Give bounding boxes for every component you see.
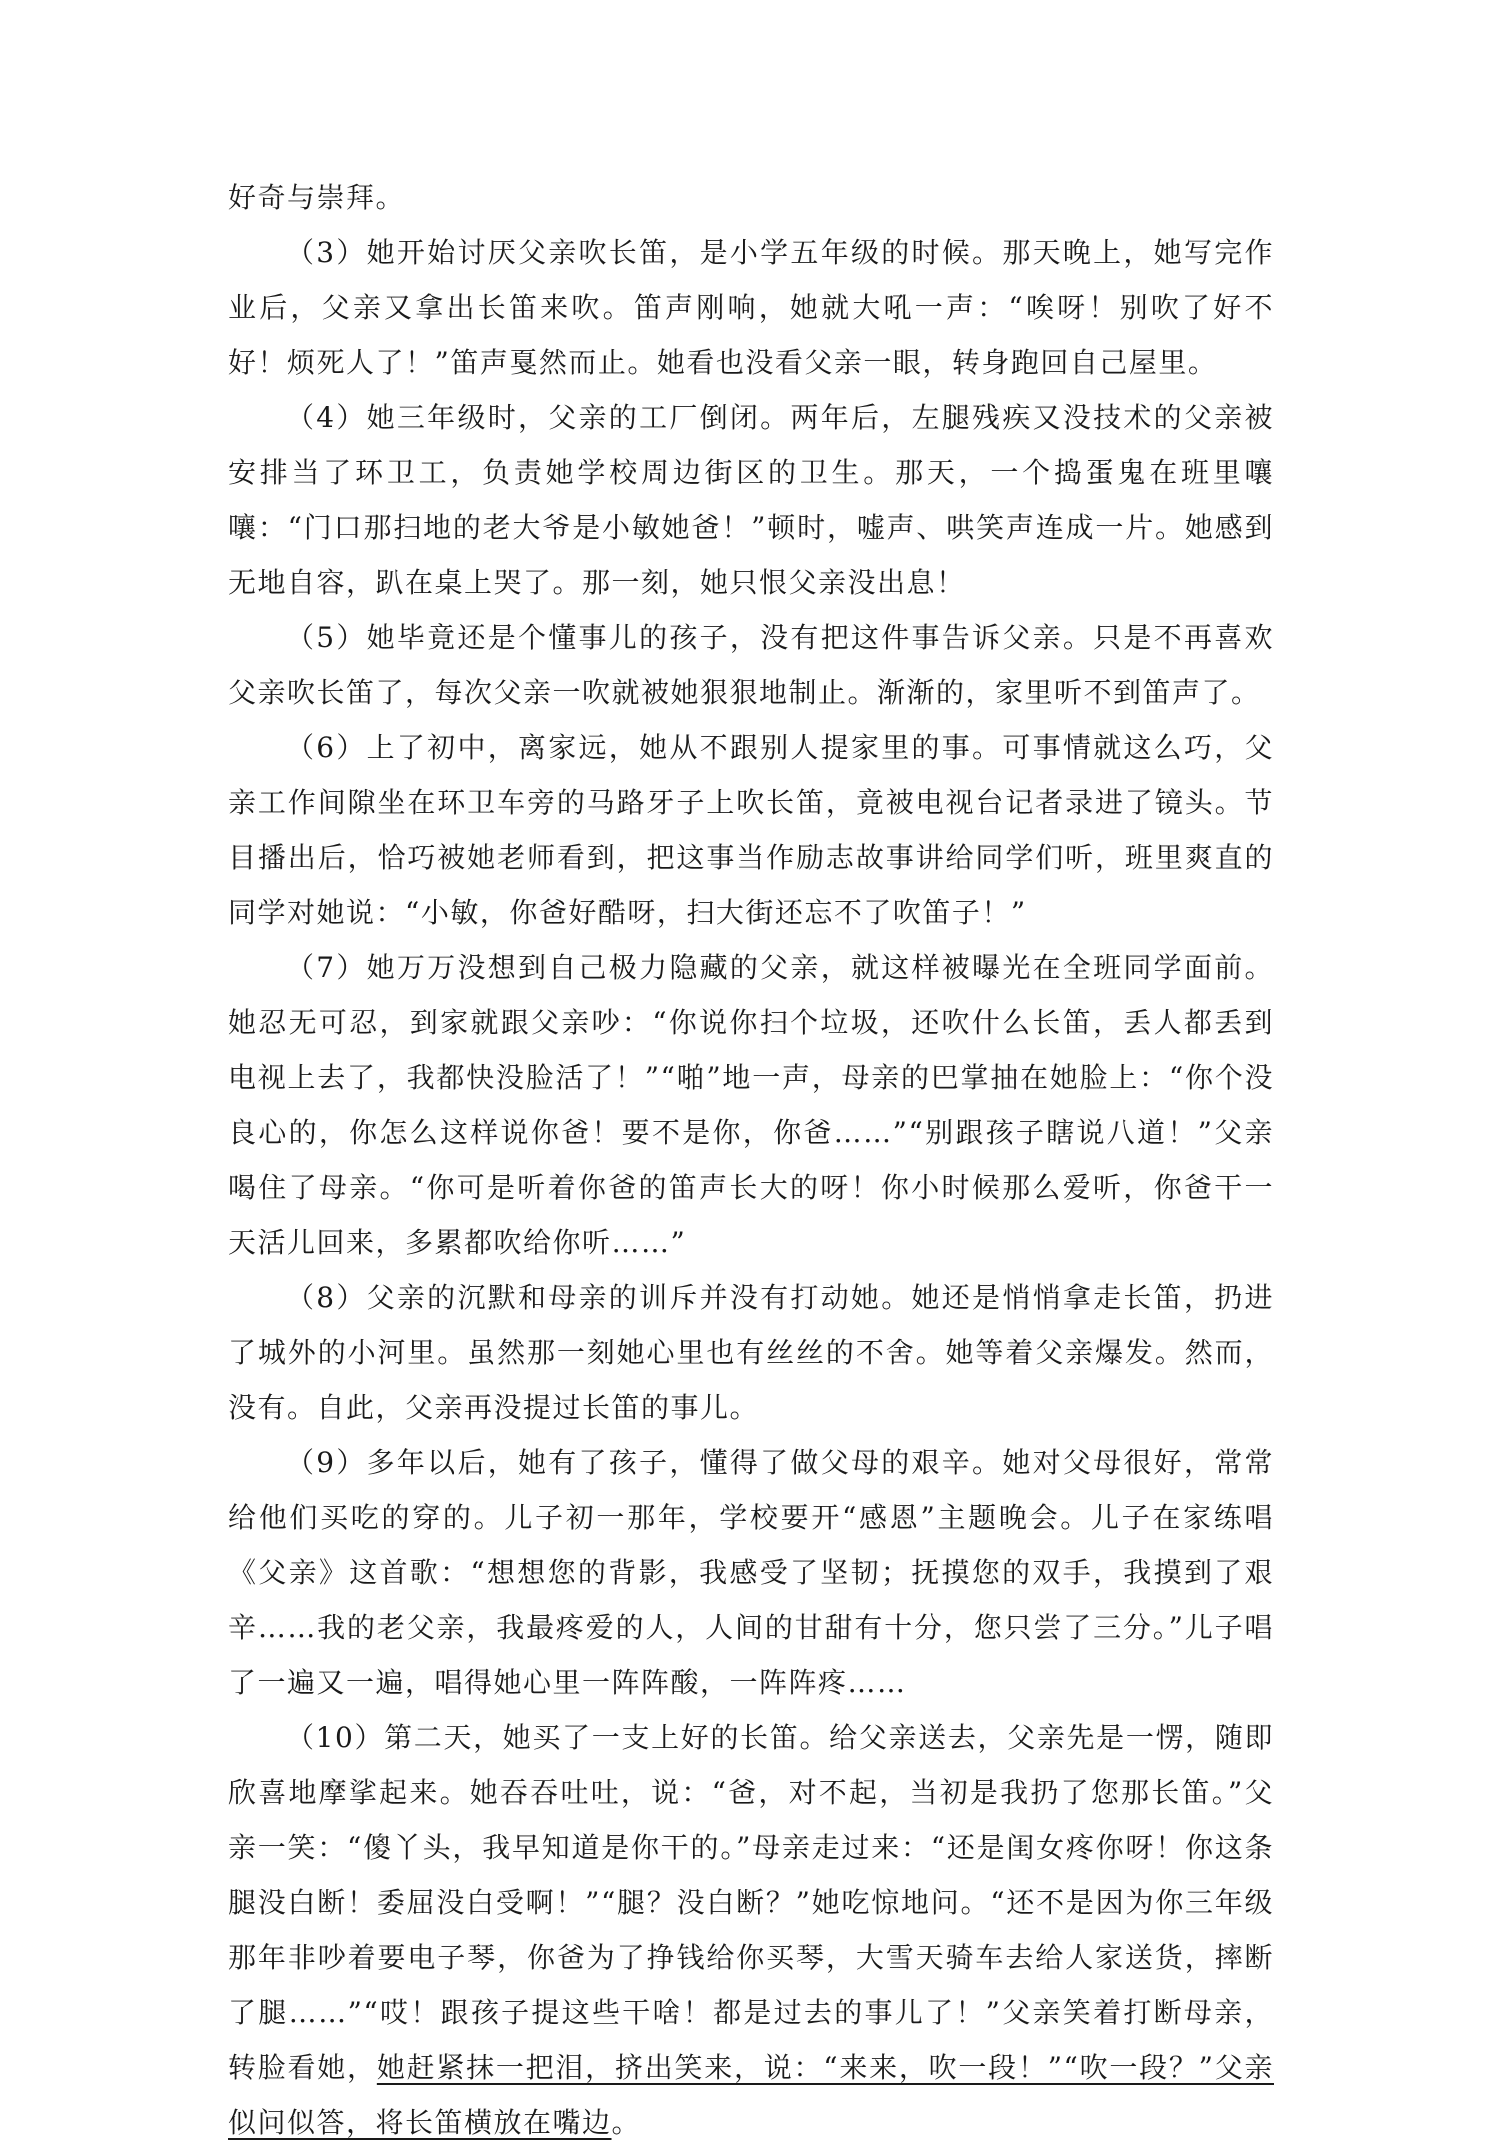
paragraph-9: （9）多年以后，她有了孩子，懂得了做父母的艰辛。她对父母很好，常常给他们买吃的穿的。儿子初一那年，学校要开“感恩”主题晚会。儿子在家练唱《父亲》这首歌：“想想您的背影，我感受了坚韧；抚摸您的双手，我摸到了艰辛……我的老父亲，我最疼爱的人，人间的甘甜有十分，您只尝了三分。”儿子唱了一遍又一遍，唱得她心里一阵阵酸，一阵阵疼…… <box>228 1446 1274 1699</box>
underlined-sentence: 她赶紧抹一把泪，挤出笑来，说：“来来，吹一段！”“吹一段？”父亲似问似答，将长笛横放在嘴边 <box>228 2051 1274 2139</box>
paragraph-10-text: （10）第二天，她买了一支上好的长笛。给父亲送去，父亲先是一愣，随即欣喜地摩挲起来。她吞吞吐吐，说：“爸，对不起，当初是我扔了您那长笛。”父亲一笑：“傻丫头，我早知道是你干的。”母亲走过来：“还是闺女疼你呀！你这条腿没白断！委屈没白受啊！”“腿？没白断？”她吃惊地问。“还不是因为你三年级那年非吵着要电子琴，你爸为了挣钱给你买琴，大雪天骑车去给人家送货，摔断了腿……”“哎！跟孩子提这些干啥！都是过去的事儿了！”父亲笑着打断母亲，转脸看她， <box>228 1721 1274 2084</box>
paragraph-4: （4）她三年级时，父亲的工厂倒闭。两年后，左腿残疾又没技术的父亲被安排当了环卫工，负责她学校周边街区的卫生。那天，一个捣蛋鬼在班里嚷嚷：“门口那扫地的老大爷是小敏她爸！”顿时，嘘声、哄笑声连成一片。她感到无地自容，趴在桌上哭了。那一刻，她只恨父亲没出息！ <box>228 401 1274 599</box>
article-body <box>228 170 1274 2150</box>
paragraph-3: （3）她开始讨厌父亲吹长笛，是小学五年级的时候。那天晚上，她写完作业后，父亲又拿出长笛来吹。笛声刚响，她就大吼一声：“唉呀！别吹了好不好！烦死人了！”笛声戛然而止。她看也没看父亲一眼，转身跑回自己屋里。 <box>228 236 1274 379</box>
paragraph-6: （6）上了初中，离家远，她从不跟别人提家里的事。可事情就这么巧，父亲工作间隙坐在环卫车旁的马路牙子上吹长笛，竟被电视台记者录进了镜头。节目播出后，恰巧被她老师看到，把这事当作励志故事讲给同学们听，班里爽直的同学对她说：“小敏，你爸好酷呀，扫大街还忘不了吹笛子！” <box>228 731 1274 929</box>
paragraph-10: （10）第二天，她买了一支上好的长笛。给父亲送去，父亲先是一愣，随即欣喜地摩挲起来。她吞吞吐吐，说：“爸，对不起，当初是我扔了您那长笛。”父亲一笑：“傻丫头，我早知道是你干的。”母亲走过来：“还是闺女疼你呀！你这条腿没白断！委屈没白受啊！”“腿？没白断？”她吃惊地问。“还不是因为你三年级那年非吵着要电子琴，你爸为了挣钱给你买琴，大雪天骑车去给人家送货，摔断了腿……”“哎！跟孩子提这些干啥！都是过去的事儿了！”父亲笑着打断母亲，转脸看她，她赶紧抹一把泪，挤出笑来，说：“来来，吹一段！”“吹一段？”父亲似问似答，将长笛横放在嘴边。 <box>228 1721 1274 2139</box>
paragraph-5: （5）她毕竟还是个懂事儿的孩子，没有把这件事告诉父亲。只是不再喜欢父亲吹长笛了，每次父亲一吹就被她狠狠地制止。渐渐的，家里听不到笛声了。 <box>228 621 1274 709</box>
paragraph-2-tail: 好奇与崇拜。 <box>228 181 406 214</box>
paragraph-8: （8）父亲的沉默和母亲的训斥并没有打动她。她还是悄悄拿走长笛，扔进了城外的小河里。虽然那一刻她心里也有丝丝的不舍。她等着父亲爆发。然而，没有。自此，父亲再没提过长笛的事儿。 <box>228 1281 1274 1424</box>
paragraph-7: （7）她万万没想到自己极力隐藏的父亲，就这样被曝光在全班同学面前。她忍无可忍，到家就跟父亲吵：“你说你扫个垃圾，还吹什么长笛，丢人都丢到电视上去了，我都快没脸活了！”“啪”地一声，母亲的巴掌抽在她脸上：“你个没良心的，你怎么这样说你爸！要不是你，你爸……”“别跟孩子瞎说八道！”父亲喝住了母亲。“你可是听着你爸的笛声长大的呀！你小时候那么爱听，你爸干一天活儿回来，多累都吹给你听……” <box>228 951 1274 1259</box>
